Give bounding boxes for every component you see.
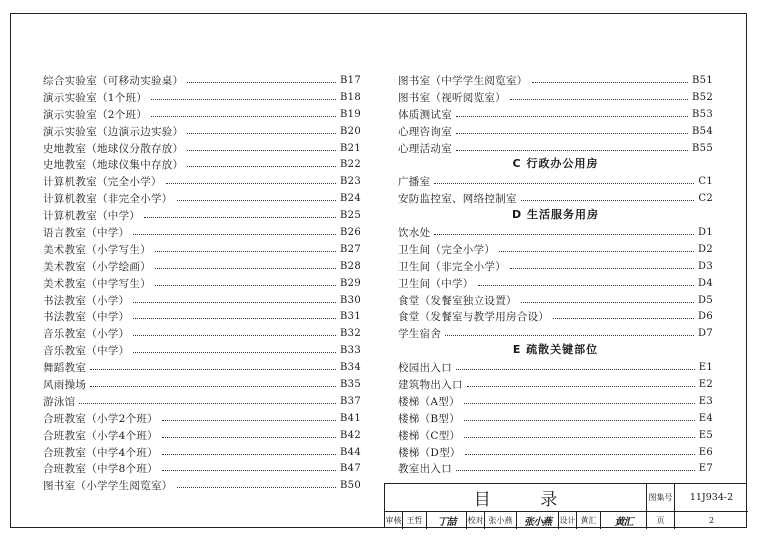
toc-entry-title: 楼梯（A型） xyxy=(398,395,460,408)
toc-entry-page-code: E2 xyxy=(698,378,713,390)
toc-entry-title: 游泳馆 xyxy=(43,395,76,408)
checker-name: 张小燕 xyxy=(485,512,517,529)
dot-leader xyxy=(521,302,694,303)
toc-entry-title: 舞蹈教室 xyxy=(43,362,87,375)
toc-entry-page-code: B18 xyxy=(340,91,361,103)
toc-entry-page-code: B26 xyxy=(340,226,361,238)
dot-leader xyxy=(177,200,336,201)
toc-entry xyxy=(43,173,361,190)
toc-entry-page-code: B31 xyxy=(340,311,361,323)
dot-leader xyxy=(162,437,336,438)
toc-entry xyxy=(398,190,713,207)
dot-leader xyxy=(510,268,694,269)
toc-entry xyxy=(43,444,361,461)
dot-leader xyxy=(133,335,336,336)
toc-entry xyxy=(398,72,713,89)
toc-entry-title: 图书室（视听阅览室） xyxy=(398,91,506,104)
toc-entry xyxy=(398,292,713,309)
dot-leader xyxy=(90,369,336,370)
toc-entry-title: 合班教室（小学4个班） xyxy=(43,429,158,442)
toc-entry xyxy=(398,140,713,157)
dot-leader xyxy=(133,234,336,235)
toc-entry-title: 图书室（中学学生阅览室） xyxy=(398,74,528,87)
toc-entry-title: 综合实验室（可移动实验桌） xyxy=(43,74,184,87)
toc-entry xyxy=(398,325,713,342)
toc-entry-page-code: B27 xyxy=(340,243,361,255)
toc-entry-title: 演示实验室（边演示边实验） xyxy=(43,125,184,138)
toc-entry xyxy=(398,393,713,410)
reviewer-signature: 丁喆 xyxy=(427,512,467,529)
toc-entry-title: 音乐教室（中学） xyxy=(43,345,130,358)
toc-entry xyxy=(398,427,713,444)
toc-entry-title: 合班教室（中学8个班） xyxy=(43,463,158,476)
toc-right-column xyxy=(398,72,713,477)
toc-entry-title: 合班教室（小学2个班） xyxy=(43,412,158,425)
toc-entry xyxy=(43,241,361,258)
dot-leader xyxy=(478,285,694,286)
dot-leader xyxy=(456,470,695,471)
toc-entry-title: 学生宿舍 xyxy=(398,328,442,341)
atlas-number: 11J934-2 xyxy=(675,484,748,512)
toc-entry xyxy=(398,460,713,477)
toc-entry-title: 计算机教室（非完全小学） xyxy=(43,193,173,206)
toc-entry-title: 卫生间（中学） xyxy=(398,277,474,290)
toc-entry-title: 美术教室（中学写生） xyxy=(43,277,151,290)
dot-leader xyxy=(465,454,695,455)
toc-entry xyxy=(398,444,713,461)
toc-entry xyxy=(43,325,361,342)
toc-entry xyxy=(398,275,713,292)
review-label: 审核 xyxy=(385,512,403,529)
toc-entry-title: 建筑物出入口 xyxy=(398,378,463,391)
dot-leader xyxy=(166,183,336,184)
dot-leader xyxy=(434,183,694,184)
dot-leader xyxy=(187,82,336,83)
toc-entry-title: 音乐教室（小学） xyxy=(43,328,130,341)
dot-leader xyxy=(445,335,694,336)
page-number: 2 xyxy=(708,516,715,525)
toc-entry-page-code: B32 xyxy=(340,328,361,340)
atlas-number-label: 图集号 xyxy=(647,484,675,512)
toc-entry-page-code: B41 xyxy=(340,412,361,424)
toc-entry xyxy=(398,376,713,393)
toc-entry-page-code: E1 xyxy=(698,362,713,374)
check-label: 校对 xyxy=(467,512,485,529)
toc-entry-title: 语言教室（中学） xyxy=(43,226,130,239)
designer-signature: 黄汇 xyxy=(601,512,647,529)
toc-entry xyxy=(398,123,713,140)
dot-leader xyxy=(464,403,695,404)
toc-entry-page-code: E3 xyxy=(698,395,713,407)
toc-entry-title: 心理活动室 xyxy=(398,142,452,155)
toc-entry-page-code: D4 xyxy=(698,277,713,289)
dot-leader xyxy=(187,166,336,167)
toc-left-column xyxy=(43,72,361,494)
toc-entry xyxy=(43,190,361,207)
dot-leader xyxy=(464,437,694,438)
dot-leader xyxy=(133,302,336,303)
title-block xyxy=(384,483,747,528)
toc-entry-page-code: B25 xyxy=(340,210,361,222)
toc-entry xyxy=(43,224,361,241)
page-label: 页 xyxy=(647,512,675,529)
toc-entry xyxy=(43,258,361,275)
dot-leader xyxy=(456,150,688,151)
dot-leader xyxy=(144,217,336,218)
toc-section-heading: E 疏散关键部位 xyxy=(512,343,599,357)
toc-entry-title: 心理咨询室 xyxy=(398,125,452,138)
toc-entry-page-code: B51 xyxy=(692,74,713,86)
toc-entry xyxy=(398,359,713,376)
toc-entry-title: 计算机教室（中学） xyxy=(43,210,141,223)
toc-entry xyxy=(398,224,713,241)
dot-leader xyxy=(162,420,336,421)
toc-entry-page-code: D2 xyxy=(698,243,713,255)
toc-entry xyxy=(43,156,361,173)
toc-entry-page-code: E5 xyxy=(698,429,713,441)
toc-entry xyxy=(43,477,361,494)
toc-entry xyxy=(398,258,713,275)
toc-entry-title: 美术教室（小学绘画） xyxy=(43,260,151,273)
toc-entry xyxy=(398,173,713,190)
toc-entry-title: 体质测试室 xyxy=(398,108,452,121)
toc-entry xyxy=(398,308,713,325)
toc-entry-title: 食堂（发餐室与教学用房合设） xyxy=(398,311,550,324)
dot-leader xyxy=(133,318,336,319)
toc-entry-title: 教室出入口 xyxy=(398,463,452,476)
toc-entry xyxy=(43,342,361,359)
toc-entry-title: 食堂（发餐室独立设置） xyxy=(398,294,517,307)
design-label: 设计 xyxy=(559,512,577,529)
toc-entry-title: 图书室（小学学生阅览室） xyxy=(43,480,173,493)
toc-entry-page-code: B54 xyxy=(692,125,713,137)
dot-leader xyxy=(162,470,336,471)
toc-entry-title: 书法教室（小学） xyxy=(43,294,130,307)
toc-entry-page-code: C2 xyxy=(698,193,713,205)
toc-entry-page-code: B33 xyxy=(340,345,361,357)
toc-entry-page-code: B21 xyxy=(340,142,361,154)
dot-leader xyxy=(79,403,336,404)
toc-entry xyxy=(43,376,361,393)
dot-leader xyxy=(553,318,694,319)
toc-entry-page-code: B53 xyxy=(692,108,713,120)
dot-leader xyxy=(155,268,336,269)
toc-entry-page-code: B44 xyxy=(340,446,361,458)
toc-entry xyxy=(43,410,361,427)
toc-entry xyxy=(43,359,361,376)
dot-leader xyxy=(464,420,695,421)
dot-leader xyxy=(155,285,336,286)
dot-leader xyxy=(162,454,336,455)
toc-entry-page-code: B22 xyxy=(340,159,361,171)
toc-entry-page-code: C1 xyxy=(698,176,713,188)
toc-entry xyxy=(43,207,361,224)
toc-entry xyxy=(43,275,361,292)
toc-section-heading: D 生活服务用房 xyxy=(512,208,599,222)
toc-entry-title: 合班教室（中学4个班） xyxy=(43,446,158,459)
dot-leader xyxy=(456,133,688,134)
toc-entry-page-code: B35 xyxy=(340,378,361,390)
reviewer-name: 王哲 xyxy=(403,512,427,529)
toc-entry-page-code: B50 xyxy=(340,480,361,492)
dot-leader xyxy=(434,234,694,235)
toc-entry-page-code: B42 xyxy=(340,429,361,441)
title-block-title: 目 录 xyxy=(385,484,647,512)
toc-entry-title: 计算机教室（完全小学） xyxy=(43,176,162,189)
toc-entry xyxy=(43,393,361,410)
toc-entry-page-code: B52 xyxy=(692,91,713,103)
dot-leader xyxy=(133,352,336,353)
dot-leader xyxy=(155,251,336,252)
toc-entry-page-code: E7 xyxy=(698,463,713,475)
dot-leader xyxy=(521,200,695,201)
toc-section-heading: C 行政办公用房 xyxy=(512,157,599,171)
toc-entry-page-code: B37 xyxy=(340,395,361,407)
toc-entry xyxy=(43,292,361,309)
toc-entry-page-code: E6 xyxy=(698,446,713,458)
toc-entry-page-code: B20 xyxy=(340,125,361,137)
toc-entry-page-code: B24 xyxy=(340,193,361,205)
toc-entry-page-code: B55 xyxy=(692,142,713,154)
toc-entry-page-code: B29 xyxy=(340,277,361,289)
toc-entry-page-code: B17 xyxy=(340,74,361,86)
toc-entry-page-code: B30 xyxy=(340,294,361,306)
dot-leader xyxy=(187,133,336,134)
dot-leader xyxy=(187,150,336,151)
toc-entry-title: 风雨操场 xyxy=(43,378,87,391)
dot-leader xyxy=(456,116,688,117)
toc-entry-title: 安防监控室、网络控制室 xyxy=(398,193,517,206)
toc-entry-page-code: D5 xyxy=(698,294,713,306)
dot-leader xyxy=(456,369,695,370)
toc-entry xyxy=(43,460,361,477)
dot-leader xyxy=(90,386,336,387)
toc-entry-title: 美术教室（小学写生） xyxy=(43,243,151,256)
dot-leader xyxy=(532,82,688,83)
toc-entry-title: 楼梯（D型） xyxy=(398,446,461,459)
toc-entry-title: 卫生间（完全小学） xyxy=(398,243,496,256)
toc-entry xyxy=(43,308,361,325)
toc-entry xyxy=(43,89,361,106)
toc-entry xyxy=(398,89,713,106)
toc-entry xyxy=(43,106,361,123)
toc-entry-page-code: B28 xyxy=(340,260,361,272)
toc-entry-title: 演示实验室（2个班） xyxy=(43,108,148,121)
toc-entry-title: 书法教室（中学） xyxy=(43,311,130,324)
toc-entry-page-code: B19 xyxy=(340,108,361,120)
toc-entry-title: 楼梯（B型） xyxy=(398,412,461,425)
toc-entry xyxy=(43,72,361,89)
toc-entry-title: 广播室 xyxy=(398,176,431,189)
checker-signature: 张小燕 xyxy=(517,512,559,529)
dot-leader xyxy=(510,99,688,100)
toc-entry xyxy=(43,140,361,157)
dot-leader xyxy=(151,116,336,117)
toc-entry-title: 饮水处 xyxy=(398,226,431,239)
toc-entry xyxy=(398,241,713,258)
designer-name: 黄汇 xyxy=(577,512,601,529)
toc-entry-title: 卫生间（非完全小学） xyxy=(398,260,506,273)
toc-entry-page-code: B47 xyxy=(340,463,361,475)
toc-entry-page-code: D3 xyxy=(698,260,713,272)
title-block-sign-row xyxy=(385,512,747,529)
toc-entry-title: 史地教室（地球仪分散存放） xyxy=(43,142,184,155)
toc-entry xyxy=(398,106,713,123)
toc-entry xyxy=(43,427,361,444)
toc-entry xyxy=(43,123,361,140)
dot-leader xyxy=(151,99,336,100)
toc-entry-page-code: B23 xyxy=(340,176,361,188)
dot-leader xyxy=(177,487,336,488)
toc-entry-title: 楼梯（C型） xyxy=(398,429,461,442)
toc-entry xyxy=(398,410,713,427)
toc-entry-page-code: E4 xyxy=(698,412,713,424)
toc-entry-page-code: D1 xyxy=(698,226,713,238)
toc-entry-title: 史地教室（地球仪集中存放） xyxy=(43,159,184,172)
toc-entry-page-code: B34 xyxy=(340,362,361,374)
dot-leader xyxy=(467,386,695,387)
toc-entry-page-code: D7 xyxy=(698,328,713,340)
toc-entry-page-code: D6 xyxy=(698,311,713,323)
toc-entry-title: 演示实验室（1个班） xyxy=(43,91,148,104)
toc-entry-title: 校园出入口 xyxy=(398,362,452,375)
dot-leader xyxy=(499,251,694,252)
